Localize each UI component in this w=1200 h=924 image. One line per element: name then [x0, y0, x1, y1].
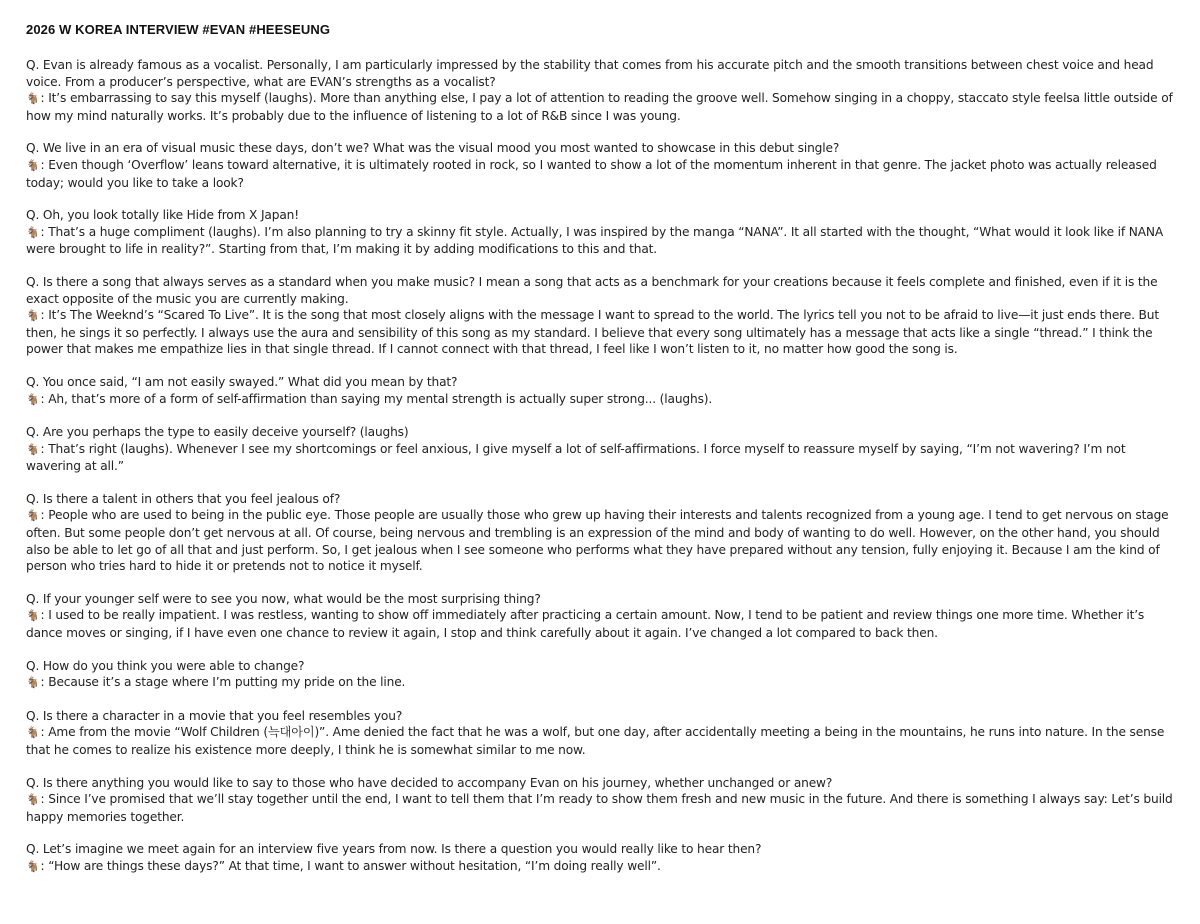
- goat-icon: 🐐: [26, 92, 40, 106]
- answer: [26, 507, 1174, 574]
- answer-text: : It’s The Weeknd’s “Scared To Live”. It is the song that most closely aligns with the message I want to spread to the world. The lyrics tell you not to be afraid to live—it just ends there. But then, he sings it so perfectly. I always use the aura and sensibility of this song as my standard. I believe that every song ultimately has a message that acts like a single “thread.” I think the power that makes me empathize lies in that single thread. If I cannot connect with that thread, I feel like I won’t listen to it, no matter how good the song is.: [26, 308, 1159, 357]
- page-title: 2026 W KOREA INTERVIEW #EVAN #HEESEUNG: [26, 22, 331, 37]
- answer-text: : Even though ‘Overflow’ leans toward alternative, it is ultimately rooted in rock, so I wanted to show a lot of the momentum inherent in that genre. The jacket photo was actually released today; would you like to take a look?: [26, 157, 1157, 190]
- answer-text: : Since I’ve promised that we’ll stay together until the end, I want to tell them that I’m ready to show them fresh and new music in the future. And there is something I always say: Let’s build happy memories together.: [26, 792, 1173, 824]
- qa-item: [26, 140, 1174, 191]
- goat-icon: 🐐: [26, 509, 40, 523]
- answer: [26, 674, 1174, 692]
- goat-icon: 🐐: [26, 158, 40, 172]
- answer: [26, 157, 1174, 191]
- question-text: Q. Is there a character in a movie that you feel resembles you?: [26, 708, 403, 723]
- answer: [26, 791, 1174, 825]
- answer: [26, 307, 1174, 358]
- qa-item: [26, 658, 1174, 692]
- question-text: Q. Oh, you look totally like Hide from X Japan!: [26, 208, 299, 223]
- answer: [26, 224, 1174, 258]
- answer-text: : Ame from the movie “Wolf Children (늑대아이)”. Ame denied the fact that he was a wolf, but one day, after accidentally meeting a being in the mountains, he runs into nature. In the sense that he comes to realize his existence more deeply, I think he is somewhat similar to me now.: [26, 725, 1165, 757]
- answer-text: : It’s embarrassing to say this myself (laughs). More than anything else, I pay a lot of attention to reading the groove well. Somehow singing in a choppy, staccato style feelsa little outside of how my mind naturally works. It’s probably due to the influence of listening to a lot of R&B since I was young.: [26, 91, 1173, 123]
- goat-icon: 🐐: [26, 793, 40, 807]
- goat-icon: 🐐: [26, 859, 40, 873]
- qa-item: [26, 708, 1174, 759]
- question-text: Q. We live in an era of visual music these days, don’t we? What was the visual mood you most wanted to showcase in this debut single?: [26, 141, 840, 156]
- question-text: Q. Is there a talent in others that you feel jealous of?: [26, 491, 341, 506]
- question-text: Q. Is there anything you would like to say to those who have decided to accompany Evan on his journey, whether unchanged or anew?: [26, 775, 833, 790]
- goat-icon: 🐐: [26, 225, 40, 239]
- answer: [26, 724, 1174, 758]
- goat-icon: 🐐: [26, 309, 40, 323]
- question-text: Q. Let’s imagine we meet again for an interview five years from now. Is there a question you would really like to hear then?: [26, 842, 762, 857]
- answer: [26, 391, 1174, 409]
- qa-list: [26, 57, 1174, 876]
- goat-icon: 🐐: [26, 609, 40, 623]
- qa-item: [26, 591, 1174, 642]
- interview-document: [26, 20, 1174, 892]
- answer: [26, 90, 1174, 124]
- answer-text: : That’s a huge compliment (laughs). I’m also planning to try a skinny fit style. Actually, I was inspired by the manga “NANA”. It all started with the thought, “What would it look like if NANA were brought to life in reality?”. Starting from that, I’m making it by adding modifications to this and that.: [26, 224, 1164, 257]
- answer-text: : That’s right (laughs). Whenever I see my shortcomings or feel anxious, I give myself a lot of self-affirmations. I force myself to reassure myself by saying, “I’m not wavering? I’m not wavering at all.”: [26, 441, 1126, 474]
- qa-item: [26, 424, 1174, 475]
- question-text: Q. Are you perhaps the type to easily deceive yourself? (laughs): [26, 425, 409, 440]
- goat-icon: 🐐: [26, 392, 40, 406]
- answer: [26, 858, 1174, 876]
- answer-text: : Ah, that’s more of a form of self-affirmation than saying my mental strength is actually super strong... (laughs).: [40, 391, 713, 406]
- question-text: Q. How do you think you were able to change?: [26, 658, 305, 673]
- answer: [26, 607, 1174, 641]
- answer-text: : I used to be really impatient. I was restless, wanting to show off immediately after practicing a certain amount. Now, I tend to be patient and review things one more time. Whether it’s dance moves or singing, if I have even one chance to review it again, I stop and think carefully about it again. I’ve changed a lot compared to back then.: [26, 608, 1145, 641]
- answer: [26, 441, 1174, 475]
- qa-item: [26, 841, 1174, 875]
- question-text: Q. Evan is already famous as a vocalist. Personally, I am particularly impressed by the stability that comes from his accurate pitch and the smooth transitions between chest voice and head voice. From a producer’s perspective, what are EVAN’s strengths as a vocalist?: [26, 58, 1154, 89]
- goat-icon: 🐐: [26, 726, 40, 740]
- qa-item: [26, 207, 1174, 258]
- qa-item: [26, 57, 1174, 124]
- question-text: Q. Is there a song that always serves as a standard when you make music? I mean a song that acts as a benchmark for your creations because it feels complete and finished, even if it is the exact opposite of the music you are currently making.: [26, 274, 1158, 306]
- answer-text: : People who are used to being in the public eye. Those people are usually those who grew up having their interests and talents recognized from a young age. I tend to get nervous on stage often. But some people don’t get nervous at all. Of course, being nervous and trembling is an expression of the mind and body of wanting to do well. However, on the other hand, you should also be able to let go of all that and just perform. So, I get jealous when I see someone who performs what they have prepared without any tension, fully enjoying it. Because I am the kind of person who tries hard to hide it or pretends not to notice it myself.: [26, 508, 1169, 574]
- answer-text: : Because it’s a stage where I’m putting my pride on the line.: [40, 675, 406, 690]
- goat-icon: 🐐: [26, 676, 40, 690]
- qa-item: [26, 491, 1174, 575]
- answer-text: : “How are things these days?” At that time, I want to answer without hesitation, “I’m doing really well”.: [40, 858, 661, 873]
- goat-icon: 🐐: [26, 442, 40, 456]
- qa-item: [26, 374, 1174, 408]
- question-text: Q. You once said, “I am not easily swayed.” What did you mean by that?: [26, 374, 458, 389]
- qa-item: [26, 274, 1174, 358]
- qa-item: [26, 775, 1174, 826]
- question-text: Q. If your younger self were to see you now, what would be the most surprising thing?: [26, 591, 541, 606]
